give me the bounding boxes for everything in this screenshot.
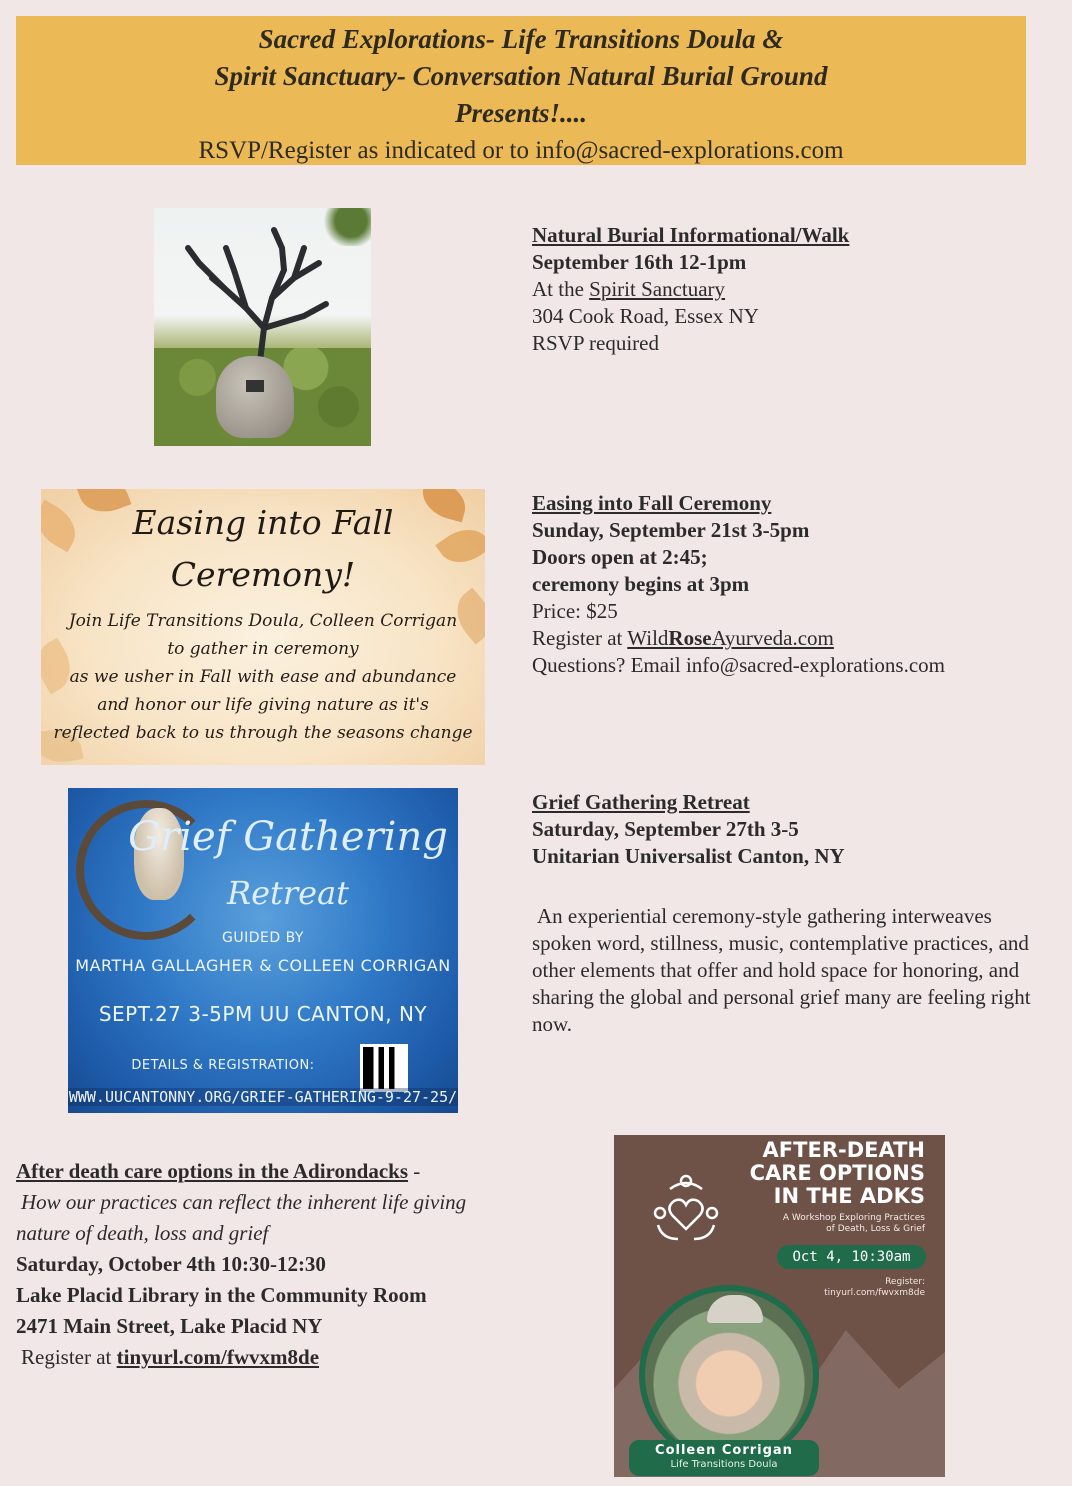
adks-title-1: AFTER-DEATH <box>762 1138 925 1162</box>
banner-rsvp: RSVP/Register as indicated or to info@sacred-explorations.com <box>198 137 844 164</box>
tree-monument-photo <box>154 208 371 446</box>
event-title[interactable]: After death care options in the Adirondacks <box>16 1159 409 1183</box>
adks-role: Life Transitions Doula <box>670 1459 778 1470</box>
wildrose-link[interactable] <box>627 626 834 650</box>
banner-line-2: Spirit Sanctuary- Conversation Natural Burial Ground <box>214 61 828 91</box>
event-title[interactable]: Easing into Fall Ceremony <box>532 491 772 515</box>
adks-subtitle <box>783 1213 925 1235</box>
event-questions: Questions? Email info@sacred-explorations.com <box>532 653 945 677</box>
event-doors: Doors open at 2:45; <box>532 545 708 569</box>
qr-code-icon[interactable] <box>360 1044 408 1092</box>
spirit-sanctuary-link[interactable]: Spirit Sanctuary <box>589 277 726 301</box>
adks-register-label: Register: <box>885 1277 925 1287</box>
grief-card-title-2: Retreat <box>226 874 350 912</box>
event-title[interactable]: Natural Burial Informational/Walk <box>532 223 850 247</box>
grief-gathering-flyer <box>68 788 458 1113</box>
grief-card-url: WWW.UUCANTONNY.ORG/GRIEF-GATHERING-9-27-25/ <box>68 1088 458 1106</box>
event-after-death-care <box>16 1156 466 1373</box>
grief-card-names: MARTHA GALLAGHER & COLLEEN CORRIGAN <box>75 956 451 975</box>
tinyurl-link[interactable]: tinyurl.com/fwvxm8de <box>116 1345 320 1369</box>
event-register <box>16 1342 466 1373</box>
event-title-line <box>16 1156 466 1187</box>
event-date: Saturday, October 4th 10:30-12:30 <box>16 1252 326 1276</box>
link-part-rose[interactable]: Rose <box>668 626 712 650</box>
link-part-ayurveda[interactable]: Ayurveda.com <box>711 626 834 650</box>
register-prefix: Register at <box>21 1345 117 1369</box>
fall-card-line-1: Join Life Transitions Doula, Colleen Corrigan <box>68 611 458 631</box>
grief-card-when: SEPT.27 3-5PM UU CANTON, NY <box>98 1002 428 1026</box>
adks-name: Colleen Corrigan <box>655 1443 793 1458</box>
event-price: Price: $25 <box>532 599 618 623</box>
register-prefix: Register at <box>532 626 628 650</box>
adks-register-url: tinyurl.com/fwvxm8de <box>824 1288 925 1298</box>
event-description: An experiential ceremony-style gathering interweaves spoken word, stillness, music, contemplative practices, and other elements that offer and hold space for honoring, and sharing the global and personal grief many are feeling right now. <box>532 904 1031 1036</box>
event-note: RSVP required <box>532 331 659 355</box>
event-date: September 16th 12-1pm <box>532 250 747 274</box>
event-subtitle-1: How our practices can reflect the inherent life giving <box>21 1190 467 1214</box>
event-subtitle-2: nature of death, loss and grief <box>16 1221 269 1245</box>
event-date: Saturday, September 27th 3-5 <box>532 817 799 841</box>
cap <box>707 1295 763 1323</box>
grief-card-title-1: Grief Gathering <box>128 814 448 860</box>
event-easing-into-fall <box>532 490 945 679</box>
adks-name-pill <box>629 1440 819 1476</box>
adks-subtitle-2: of Death, Loss & Grief <box>826 1224 925 1234</box>
title-dash: - <box>408 1159 421 1183</box>
adks-title <box>750 1139 925 1208</box>
event-grief-gathering <box>532 789 845 870</box>
fall-card-line-3: as we usher in Fall with ease and abundance <box>69 667 457 687</box>
fall-card-title-2: Ceremony! <box>170 555 356 594</box>
event-venue: Unitarian Universalist Canton, NY <box>532 844 845 868</box>
fall-card-title-1: Easing into Fall <box>132 503 394 542</box>
adks-subtitle-1: A Workshop Exploring Practices <box>782 1213 925 1223</box>
fall-card-line-2: to gather in ceremony <box>167 639 359 659</box>
header-banner <box>16 16 1026 165</box>
grief-card-details: DETAILS & REGISTRATION: <box>131 1058 315 1073</box>
event-title[interactable]: Grief Gathering Retreat <box>532 790 750 814</box>
banner-line-1: Sacred Explorations- Life Transitions Doula & <box>258 24 784 54</box>
portrait-photo <box>639 1285 819 1465</box>
adks-register <box>824 1277 925 1299</box>
fall-card-line-4: and honor our life giving nature as it's <box>97 695 429 715</box>
link-part-wild[interactable]: Wild <box>627 626 669 650</box>
adks-title-3: IN THE ADKS <box>773 1184 925 1208</box>
fall-card-line-5: reflected back to us through the seasons change <box>53 723 473 743</box>
adks-date-pill: Oct 4, 10:30am <box>777 1245 926 1269</box>
adks-workshop-flyer <box>614 1135 945 1477</box>
event-location <box>532 276 849 303</box>
event-address: 304 Cook Road, Essex NY <box>532 304 759 328</box>
event-register <box>532 625 945 652</box>
fall-ceremony-flyer <box>41 489 485 765</box>
boulder <box>216 356 294 438</box>
banner-line-3: Presents!.... <box>454 98 587 128</box>
heart-circle-logo-icon <box>650 1173 722 1245</box>
event-date: Sunday, September 21st 3-5pm <box>532 518 810 542</box>
at-prefix: At the <box>532 277 590 301</box>
plaque <box>246 380 264 392</box>
event-venue: Lake Placid Library in the Community Room <box>16 1283 427 1307</box>
event-natural-burial <box>532 222 849 357</box>
event-begins: ceremony begins at 3pm <box>532 572 750 596</box>
adks-title-2: CARE OPTIONS <box>749 1161 925 1185</box>
grief-card-guided: GUIDED BY <box>222 930 304 946</box>
event-address: 2471 Main Street, Lake Placid NY <box>16 1314 323 1338</box>
